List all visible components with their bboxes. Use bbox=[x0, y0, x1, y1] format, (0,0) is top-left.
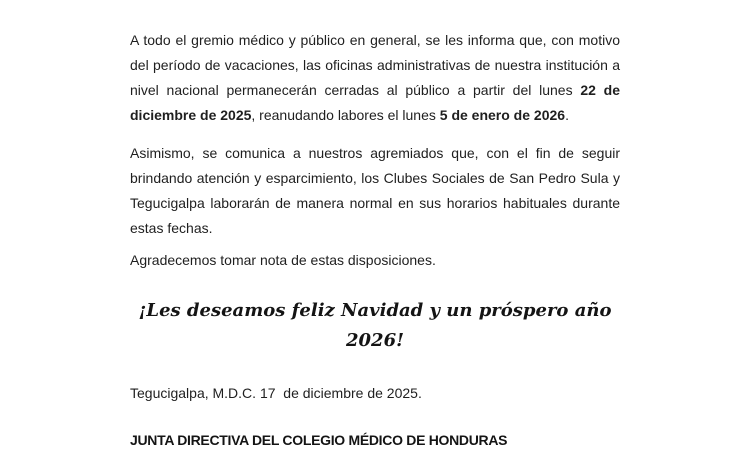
notice-document bbox=[130, 0, 620, 453]
text-run: nivel nacional permanecerán cerradas al público a partir del lunes bbox=[130, 82, 581, 98]
text-line bbox=[130, 248, 620, 273]
text-run-bold-reopen-date: 5 de enero de 2026 bbox=[439, 107, 566, 123]
text-run-bold-closure-date: 22 de bbox=[580, 82, 620, 98]
text-line bbox=[130, 166, 620, 191]
signature-junta-directiva: JUNTA DIRECTIVA DEL COLEGIO MÉDICO DE HONDURAS bbox=[130, 432, 508, 448]
place-date-line: Tegucigalpa, M.D.C. 17 de diciembre de 2025. bbox=[130, 385, 422, 401]
text-run-bold-closure-date: diciembre de 2025 bbox=[130, 107, 252, 123]
text-line bbox=[130, 141, 620, 166]
text-line bbox=[130, 53, 620, 78]
text-run: Agradecemos tomar nota de estas disposiciones. bbox=[130, 252, 436, 268]
text-run: , reanudando labores el lunes bbox=[251, 107, 440, 123]
text-run: Asimismo, se comunica a nuestros agremiados que, con el fin de seguir bbox=[130, 145, 620, 161]
paragraph-social-clubs bbox=[130, 141, 620, 241]
text-line bbox=[130, 78, 620, 103]
text-run: del período de vacaciones, las oficinas administrativas de nuestra institución a bbox=[130, 57, 620, 73]
text-run: Tegucigalpa laborarán de manera normal en sus horarios habituales durante bbox=[130, 195, 620, 211]
text-line bbox=[130, 216, 620, 241]
text-line bbox=[130, 191, 620, 216]
paragraph-acknowledgement bbox=[130, 248, 620, 273]
holiday-greeting-line: ¡Les deseamos feliz Navidad y un próspero año 2026! bbox=[138, 300, 612, 351]
text-run: . bbox=[565, 107, 569, 123]
text-line bbox=[130, 103, 620, 128]
text-run: A todo el gremio médico y público en general, se les informa que, con motivo bbox=[130, 32, 620, 48]
text-run: brindando atención y esparcimiento, los Clubes Sociales de San Pedro Sula y bbox=[130, 170, 620, 186]
text-line bbox=[130, 28, 620, 53]
text-run: estas fechas. bbox=[130, 220, 213, 236]
paragraph-office-closure bbox=[130, 28, 620, 128]
